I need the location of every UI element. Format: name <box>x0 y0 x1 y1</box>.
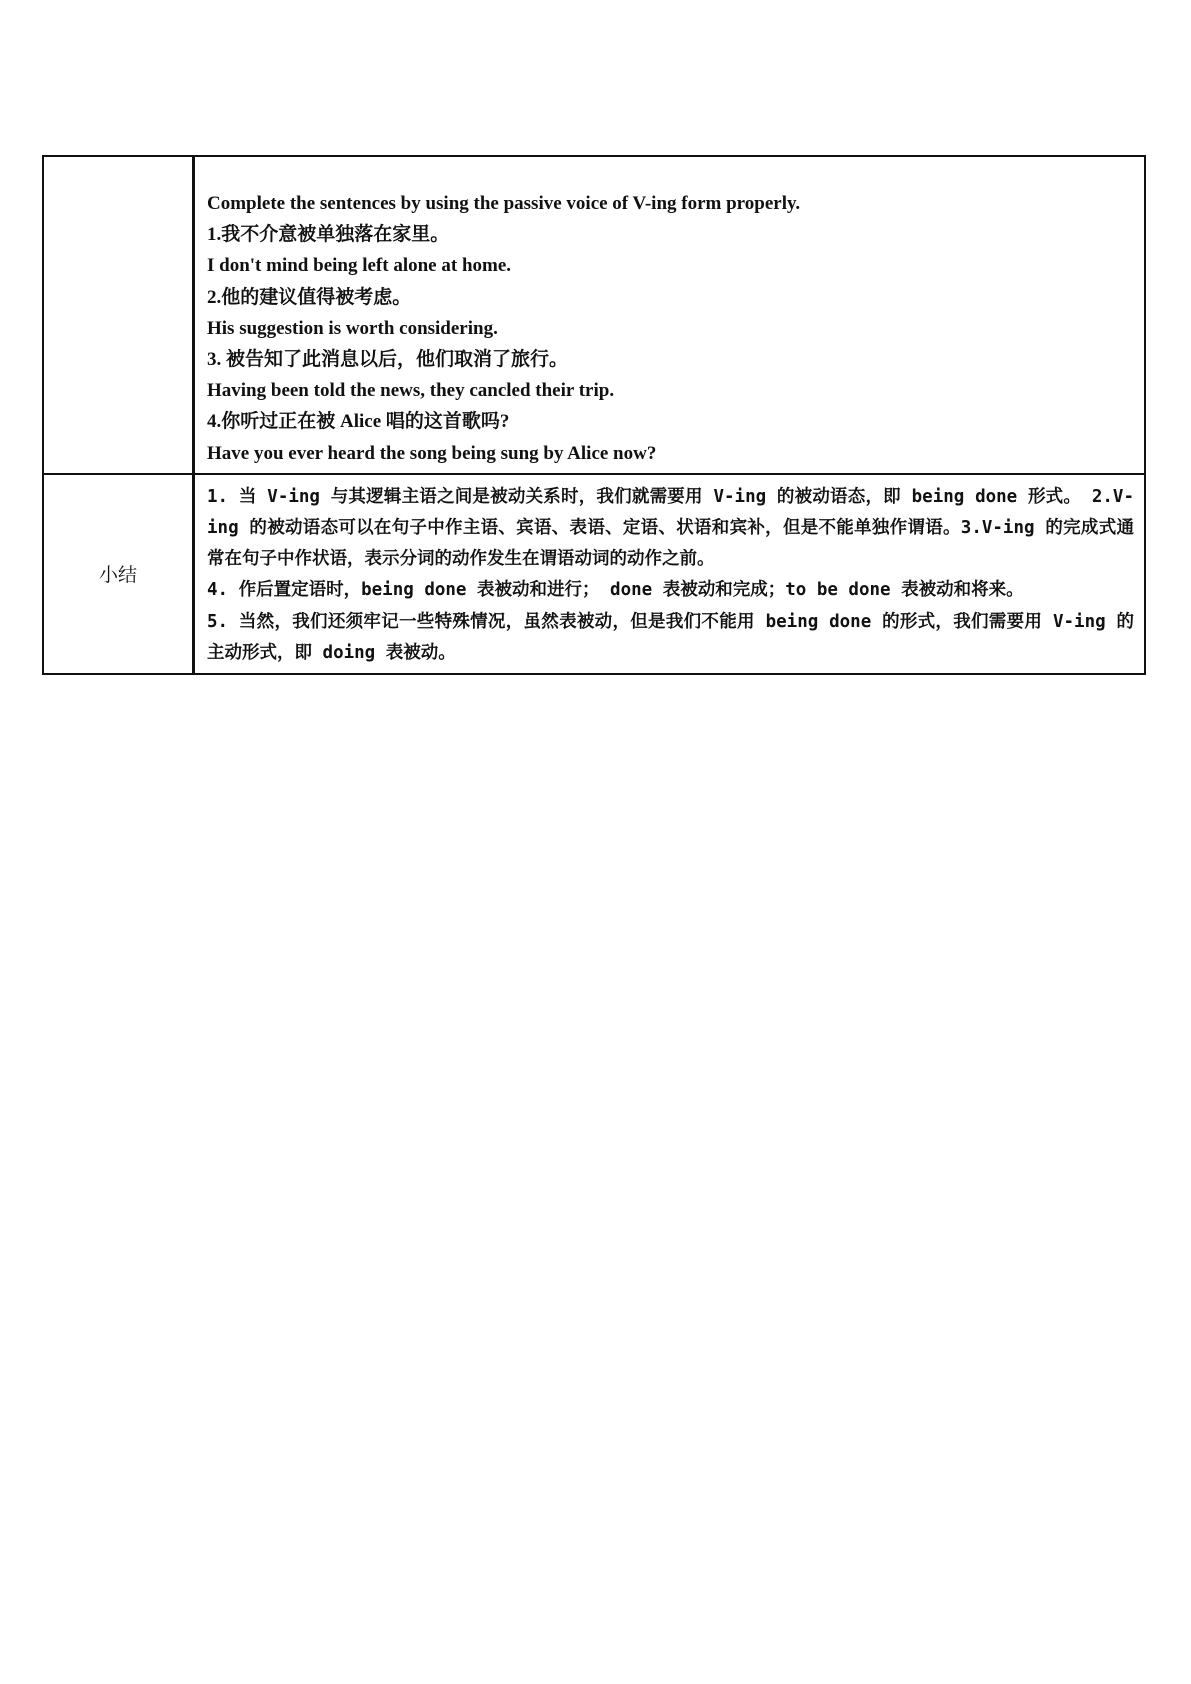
practice-content-cell <box>194 156 1146 474</box>
practice-instruction: Complete the sentences by using the passive voice of V-ing form properly. <box>207 193 801 214</box>
summary-paragraph-2: 4. 作后置定语时，being done 表被动和进行； done 表被动和完成；to be done 表被动和将来。 <box>207 580 1024 601</box>
practice-label-cell <box>43 156 194 474</box>
practice-item-1-cn: 1.我不介意被单独落在家里。 <box>207 224 450 246</box>
summary-paragraph-3: 5. 当然，我们还须牢记一些特殊情况，虽然表被动，但是我们不能用 being done 的形式，我们需要用 V-ing 的主动形式，即 doing 表被动。 <box>207 611 1134 663</box>
summary-content-cell <box>194 474 1146 674</box>
practice-item-3-cn: 3. 被告知了此消息以后，他们取消了旅行。 <box>207 349 569 371</box>
summary-row <box>43 474 1145 674</box>
practice-item-4-cn: 4.你听过正在被 Alice 唱的这首歌吗? <box>207 411 510 433</box>
practice-item-2-cn: 2.他的建议值得被考虑。 <box>207 286 412 308</box>
practice-item-3-en: Having been told the news, they cancled their trip. <box>207 380 615 402</box>
practice-item-2-en: His suggestion is worth considering. <box>207 317 498 339</box>
summary-label: 小结 <box>43 474 194 674</box>
lesson-table <box>42 155 1146 675</box>
practice-item-1-en: I don't mind being left alone at home. <box>207 255 512 277</box>
practice-item-4-en: Have you ever heard the song being sung by Alice now? <box>207 442 657 464</box>
practice-row <box>43 156 1145 474</box>
summary-paragraph-1: 1. 当 V-ing 与其逻辑主语之间是被动关系时，我们就需要用 V-ing 的被动语态，即 being done 形式。 2.V-ing 的被动语态可以在句子中作主语、宾语、表语、定语、状语和宾补，但是不能单独作谓语。3.V-ing 的完成式通常在句子中作状语，表示分词的动作发生在谓语动词的动作之前。 <box>207 486 1134 570</box>
